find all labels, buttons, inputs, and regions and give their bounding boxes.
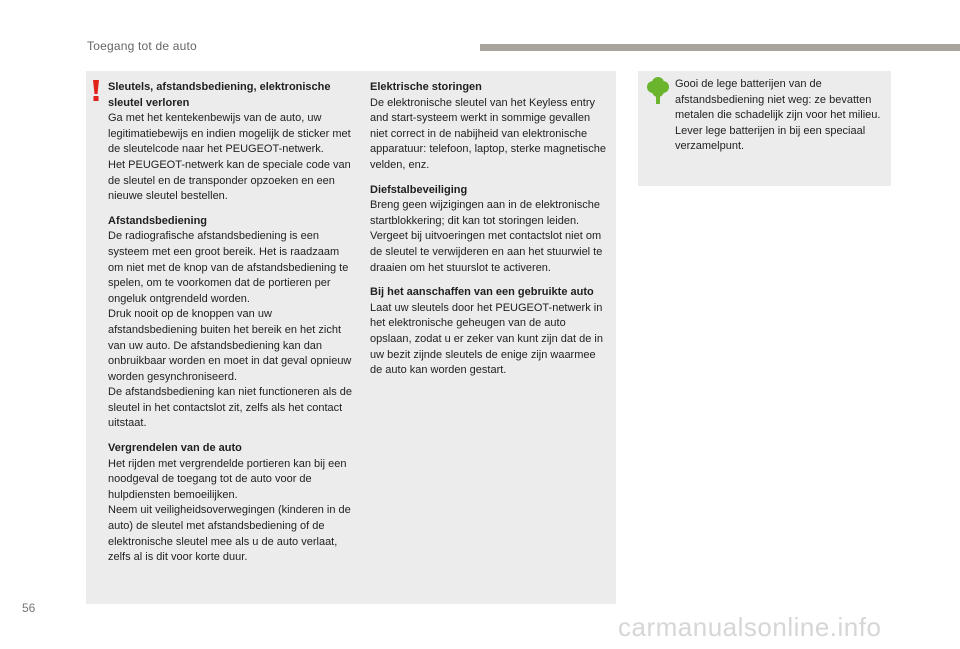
page-number: 56 [22, 601, 36, 615]
paragraph: Ga met het kentekenbewijs van de auto, uw legitimatiebewijs en indien mogelijk de sticker met de sleutelcode naar het PEUGEOT-netwerk. [108, 112, 351, 156]
section-heading: Elektrische storingen [370, 81, 482, 93]
section-heading: Vergrendelen van de auto [108, 442, 242, 455]
paragraph: Laat uw sleutels door het PEUGEOT-netwerk in het elektronische geheugen van de auto opslaan, zodat u er zeker van kunt zijn dat de in uw bezit zijnde sleutels de enige zijn waarmee de auto kan worden gestart. [370, 301, 603, 377]
header-bar [480, 44, 960, 51]
tree-icon [646, 77, 670, 105]
paragraph: Het PEUGEOT-netwerk kan de speciale code van de sleutel en de transponder opzoeken en een nieuwe sleutel bestellen. [108, 158, 351, 203]
middle-column [370, 80, 610, 388]
section-electrical-faults [370, 80, 610, 174]
section-used-car [370, 285, 610, 379]
paragraph: Neem uit veiligheidsoverwegingen (kinderen in de auto) de sleutel met afstandsbediening of de elektronische sleutel mee als u de auto verlaat, zelfs al is dit voor korte duur. [108, 504, 351, 564]
paragraph: De afstandsbediening kan niet functioneren als de sleutel in het contactslot zit, zelfs als het contact uitstaat. [108, 386, 353, 430]
exclamation-mark-icon [89, 80, 103, 102]
paragraph: Vergeet bij uitvoeringen met contactslot niet om de sleutel te verwijderen en aan het stuurwiel te draaien om het stuurslot te activeren. [370, 230, 603, 274]
section-locking [108, 441, 353, 566]
paragraph: De radiografische afstandsbediening is een systeem met een groot bereik. Het is raadzaam om niet met de knop van de afstandsbediening te spelen, om te voorkomen dat de portieren per ongeluk ontgrendeld worden. [108, 230, 349, 305]
left-column [108, 80, 353, 575]
paragraph: Breng geen wijzigingen aan in de elektronische startblokkering; dit kan tot storingen leiden. [370, 199, 600, 227]
paragraph: Het rijden met vergrendelde portieren kan bij een noodgeval de toegang tot de auto voor de hulpdiensten bemoeilijken. [108, 457, 347, 501]
watermark: carmanualsonline.info [618, 612, 882, 642]
section-heading: Bij het aanschaffen van een gebruikte auto [370, 286, 594, 299]
section-lost-keys [108, 80, 353, 205]
section-heading: Afstandsbediening [108, 214, 208, 227]
paragraph: De elektronische sleutel van het Keyless entry and start-systeem werkt in sommige gevallen niet correct in de nabijheid van elektronische apparatuur: telefoon, laptop, sterke magnetische velden, enz. [370, 96, 607, 171]
section-title: Toegang tot de auto [87, 39, 197, 53]
section-heading: Sleutels, afstandsbediening, elektronische sleutel verloren [108, 81, 331, 109]
section-remote-control [108, 214, 353, 432]
paragraph: Druk nooit op de knoppen van uw afstandsbediening buiten het bereik en het zicht van uw auto. De afstandsbediening kan dan onbruikbaar worden en moet in dat geval opnieuw worden gesynchroniseerd. [108, 308, 352, 383]
paragraph: Gooi de lege batterijen van de afstandsbediening niet weg: ze bevatten metalen die schadelijk zijn voor het milieu. [675, 78, 881, 122]
paragraph: Lever lege batterijen in bij een speciaal verzamelpunt. [675, 124, 866, 153]
section-heading: Diefstalbeveiliging [370, 183, 468, 196]
eco-note [675, 77, 887, 155]
section-anti-theft [370, 183, 610, 277]
